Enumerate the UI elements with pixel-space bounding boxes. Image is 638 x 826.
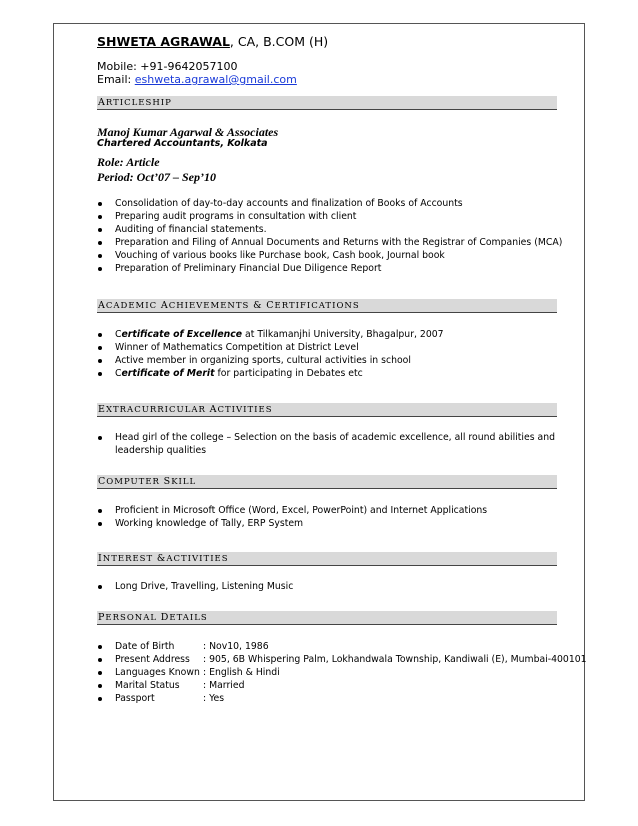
firm-name: Manoj Kumar Agarwal & Associates bbox=[97, 125, 279, 139]
list-item: Marital Status : Married bbox=[97, 679, 587, 692]
period: Period: Oct’07 – Sep’10 bbox=[97, 170, 216, 184]
articleship-list bbox=[97, 197, 562, 275]
extracurricular-list bbox=[97, 431, 555, 457]
section-heading-extracurricular: EXTRACURRICULAR ACTIVITIES bbox=[97, 403, 557, 417]
list-item: Preparation and Filing of Annual Documents and Returns with the Registrar of Companies (MCA) bbox=[97, 236, 562, 249]
list-item: Active member in organizing sports, cultural activities in school bbox=[97, 354, 444, 367]
list-item: Languages Known : English & Hindi bbox=[97, 666, 587, 679]
list-item: Consolidation of day-to-day accounts and finalization of Books of Accounts bbox=[97, 197, 562, 210]
section-heading-academic: ACADEMIC ACHIEVEMENTS & CERTIFICATIONS bbox=[97, 299, 557, 313]
list-item: Winner of Mathematics Competition at District Level bbox=[97, 341, 444, 354]
section-heading-personal: PERSONAL DETAILS bbox=[97, 611, 557, 625]
list-item: Head girl of the college – Selection on the basis of academic excellence, all round abilities and leadership qualities bbox=[97, 431, 555, 457]
list-item: Certificate of Excellence at Tilkamanjhi University, Bhagalpur, 2007 bbox=[97, 328, 444, 341]
list-item: Auditing of financial statements. bbox=[97, 223, 562, 236]
firm-subtitle: Chartered Accountants, Kolkata bbox=[97, 138, 268, 149]
list-item: Long Drive, Travelling, Listening Music bbox=[97, 580, 293, 593]
list-item: Present Address : 905, 6B Whispering Palm, Lokhandwala Township, Kandiwali (E), Mumbai-400101 bbox=[97, 653, 587, 666]
academic-list bbox=[97, 328, 444, 380]
contact-block bbox=[97, 60, 297, 86]
list-item: Preparation of Preliminary Financial Due Diligence Report bbox=[97, 262, 562, 275]
list-item: Working knowledge of Tally, ERP System bbox=[97, 517, 487, 530]
list-item: Preparing audit programs in consultation with client bbox=[97, 210, 562, 223]
personal-list bbox=[97, 640, 587, 705]
mobile: Mobile: +91-9642057100 bbox=[97, 60, 238, 73]
credentials: , CA, B.COM (H) bbox=[229, 34, 329, 49]
list-item: Vouching of various books like Purchase book, Cash book, Journal book bbox=[97, 249, 562, 262]
computer-list bbox=[97, 504, 487, 530]
email-link[interactable]: eshweta.agrawal@gmail.com bbox=[134, 73, 297, 86]
list-item: Certificate of Merit for participating in Debates etc bbox=[97, 367, 444, 380]
list-item: Proficient in Microsoft Office (Word, Excel, PowerPoint) and Internet Applications bbox=[97, 504, 487, 517]
role: Role: Article bbox=[97, 155, 160, 169]
name-line bbox=[97, 34, 328, 50]
section-heading-articleship: ARTICLESHIP bbox=[97, 96, 557, 110]
section-heading-interest: INTEREST &ACTIVITIES bbox=[97, 552, 557, 566]
section-heading-computer: COMPUTER SKILL bbox=[97, 475, 557, 489]
interest-list bbox=[97, 580, 293, 593]
candidate-name: SHWETA AGRAWAL bbox=[97, 34, 230, 49]
list-item: Date of Birth : Nov10, 1986 bbox=[97, 640, 587, 653]
list-item: Passport : Yes bbox=[97, 692, 587, 705]
email-line: Email: eshweta.agrawal@gmail.com bbox=[97, 73, 297, 86]
